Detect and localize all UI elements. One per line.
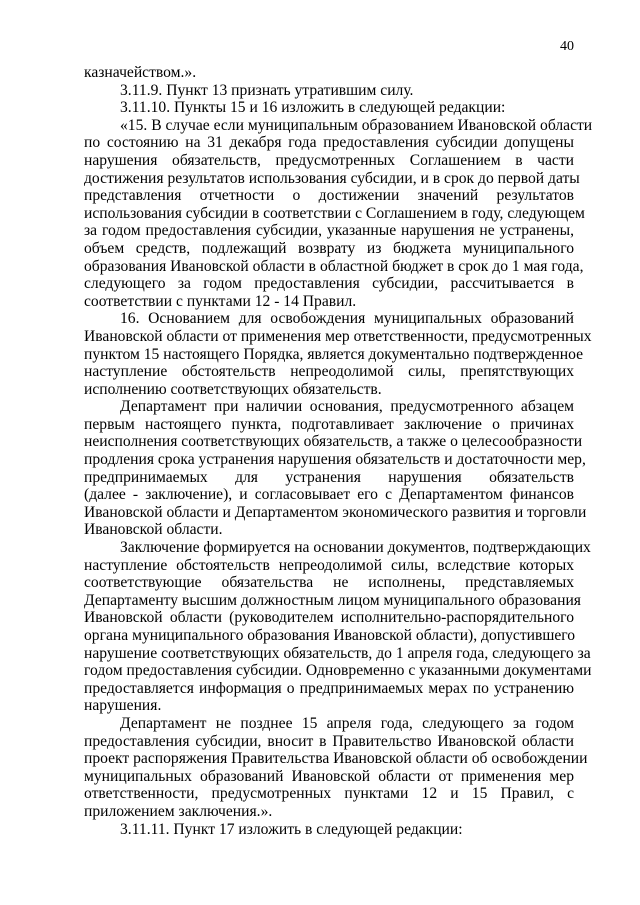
text-line: за годом предоставления субсидии, указанные нарушения не устранены, bbox=[84, 222, 574, 240]
text-line: продления срока устранения нарушения обязательств и достаточности мер, bbox=[84, 451, 586, 469]
text-line: нарушение соответствующих обязательств, до 1 апреля года, следующего за bbox=[84, 644, 591, 662]
page-number: 40 bbox=[560, 39, 574, 54]
text-line: 3.11.10. Пункты 15 и 16 изложить в следующей редакции: bbox=[120, 99, 506, 117]
text-line: Департаменту высшим должностным лицом муниципального образования bbox=[84, 591, 581, 609]
text-line: исполнению соответствующих обязательств. bbox=[84, 380, 382, 398]
text-line: соответствии с пунктами 12 - 14 Правил. bbox=[84, 292, 357, 310]
text-line: нарушения обязательств, предусмотренных Соглашением в части bbox=[84, 151, 574, 169]
text-line: наступление обстоятельств непреодолимой силы, вследствие которых bbox=[84, 556, 574, 574]
text-line: соответствующие обязательства не исполнены, представляемых bbox=[84, 574, 574, 592]
text-line: первым настоящего пункта, подготавливает заключение о причинах bbox=[84, 415, 574, 433]
text-line: образования Ивановской области в областной бюджет в срок до 1 мая года, bbox=[84, 257, 584, 275]
text-line: казначейством.». bbox=[84, 64, 197, 81]
text-line: Департамент при наличии основания, предусмотренного абзацем bbox=[120, 398, 574, 416]
text-line: следующего за годом предоставления субсидии, рассчитывается в bbox=[84, 275, 574, 293]
text-line: (далее - заключение), и согласовывает его с Департаментом финансов bbox=[84, 486, 574, 504]
text-line: Ивановской области от применения мер ответственности, предусмотренных bbox=[84, 327, 592, 345]
text-line: предоставления субсидии, вносит в Правительство Ивановской области bbox=[84, 732, 574, 750]
document-body bbox=[84, 64, 593, 838]
text-line: наступление обстоятельств непреодолимой силы, препятствующих bbox=[84, 363, 574, 381]
text-line: Ивановской области и Департаментом экономического развития и торговли bbox=[84, 503, 587, 521]
text-line: Заключение формируется на основании документов, подтверждающих bbox=[120, 539, 591, 557]
text-line: органа муниципального образования Ивановской области), допустившего bbox=[84, 627, 576, 644]
text-line: нарушения. bbox=[84, 697, 162, 715]
text-line: годом предоставления субсидии. Одновременно с указанными документами bbox=[84, 662, 592, 680]
text-line: предоставляется информация о предпринимаемых мерах по устранению bbox=[84, 679, 574, 697]
text-line: 16. Основанием для освобождения муниципальных образований bbox=[120, 310, 574, 328]
text-line: Департамент не позднее 15 апреля года, следующего за годом bbox=[120, 714, 574, 732]
text-line: 3.11.9. Пункт 13 признать утратившим силу. bbox=[120, 81, 414, 99]
text-line: ответственности, предусмотренных пунктами 12 и 15 Правил, с bbox=[84, 785, 574, 803]
text-line: пунктом 15 настоящего Порядка, является документально подтвержденное bbox=[84, 345, 584, 363]
text-line: «15. В случае если муниципальным образованием Ивановской области bbox=[120, 116, 593, 134]
text-line: приложением заключения.». bbox=[84, 802, 273, 820]
text-line: использования субсидии в соответствии с Соглашением в году, следующем bbox=[84, 204, 585, 222]
text-line: 3.11.11. Пункт 17 изложить в следующей редакции: bbox=[120, 820, 463, 838]
text-line: проект распоряжения Правительства Ивановской области об освобождении bbox=[84, 750, 588, 768]
text-line: неисполнения соответствующих обязательств, а также о целесообразности bbox=[84, 433, 583, 451]
text-line: достижения результатов использования субсидии, и в срок до первой даты bbox=[84, 169, 580, 187]
text-line: предпринимаемых для устранения нарушения обязательств bbox=[84, 468, 574, 486]
text-line: по состоянию на 31 декабря года предоставления субсидии допущены bbox=[84, 134, 574, 152]
text-line: Ивановской области (руководителем исполнительно-распорядительного bbox=[84, 609, 574, 627]
text-line: объем средств, подлежащий возврату из бюджета муниципального bbox=[84, 239, 574, 257]
text-line: представления отчетности о достижении значений результатов bbox=[84, 187, 574, 205]
text-line: Ивановской области. bbox=[84, 521, 223, 539]
text-line: муниципальных образований Ивановской области от применения мер bbox=[84, 767, 574, 785]
